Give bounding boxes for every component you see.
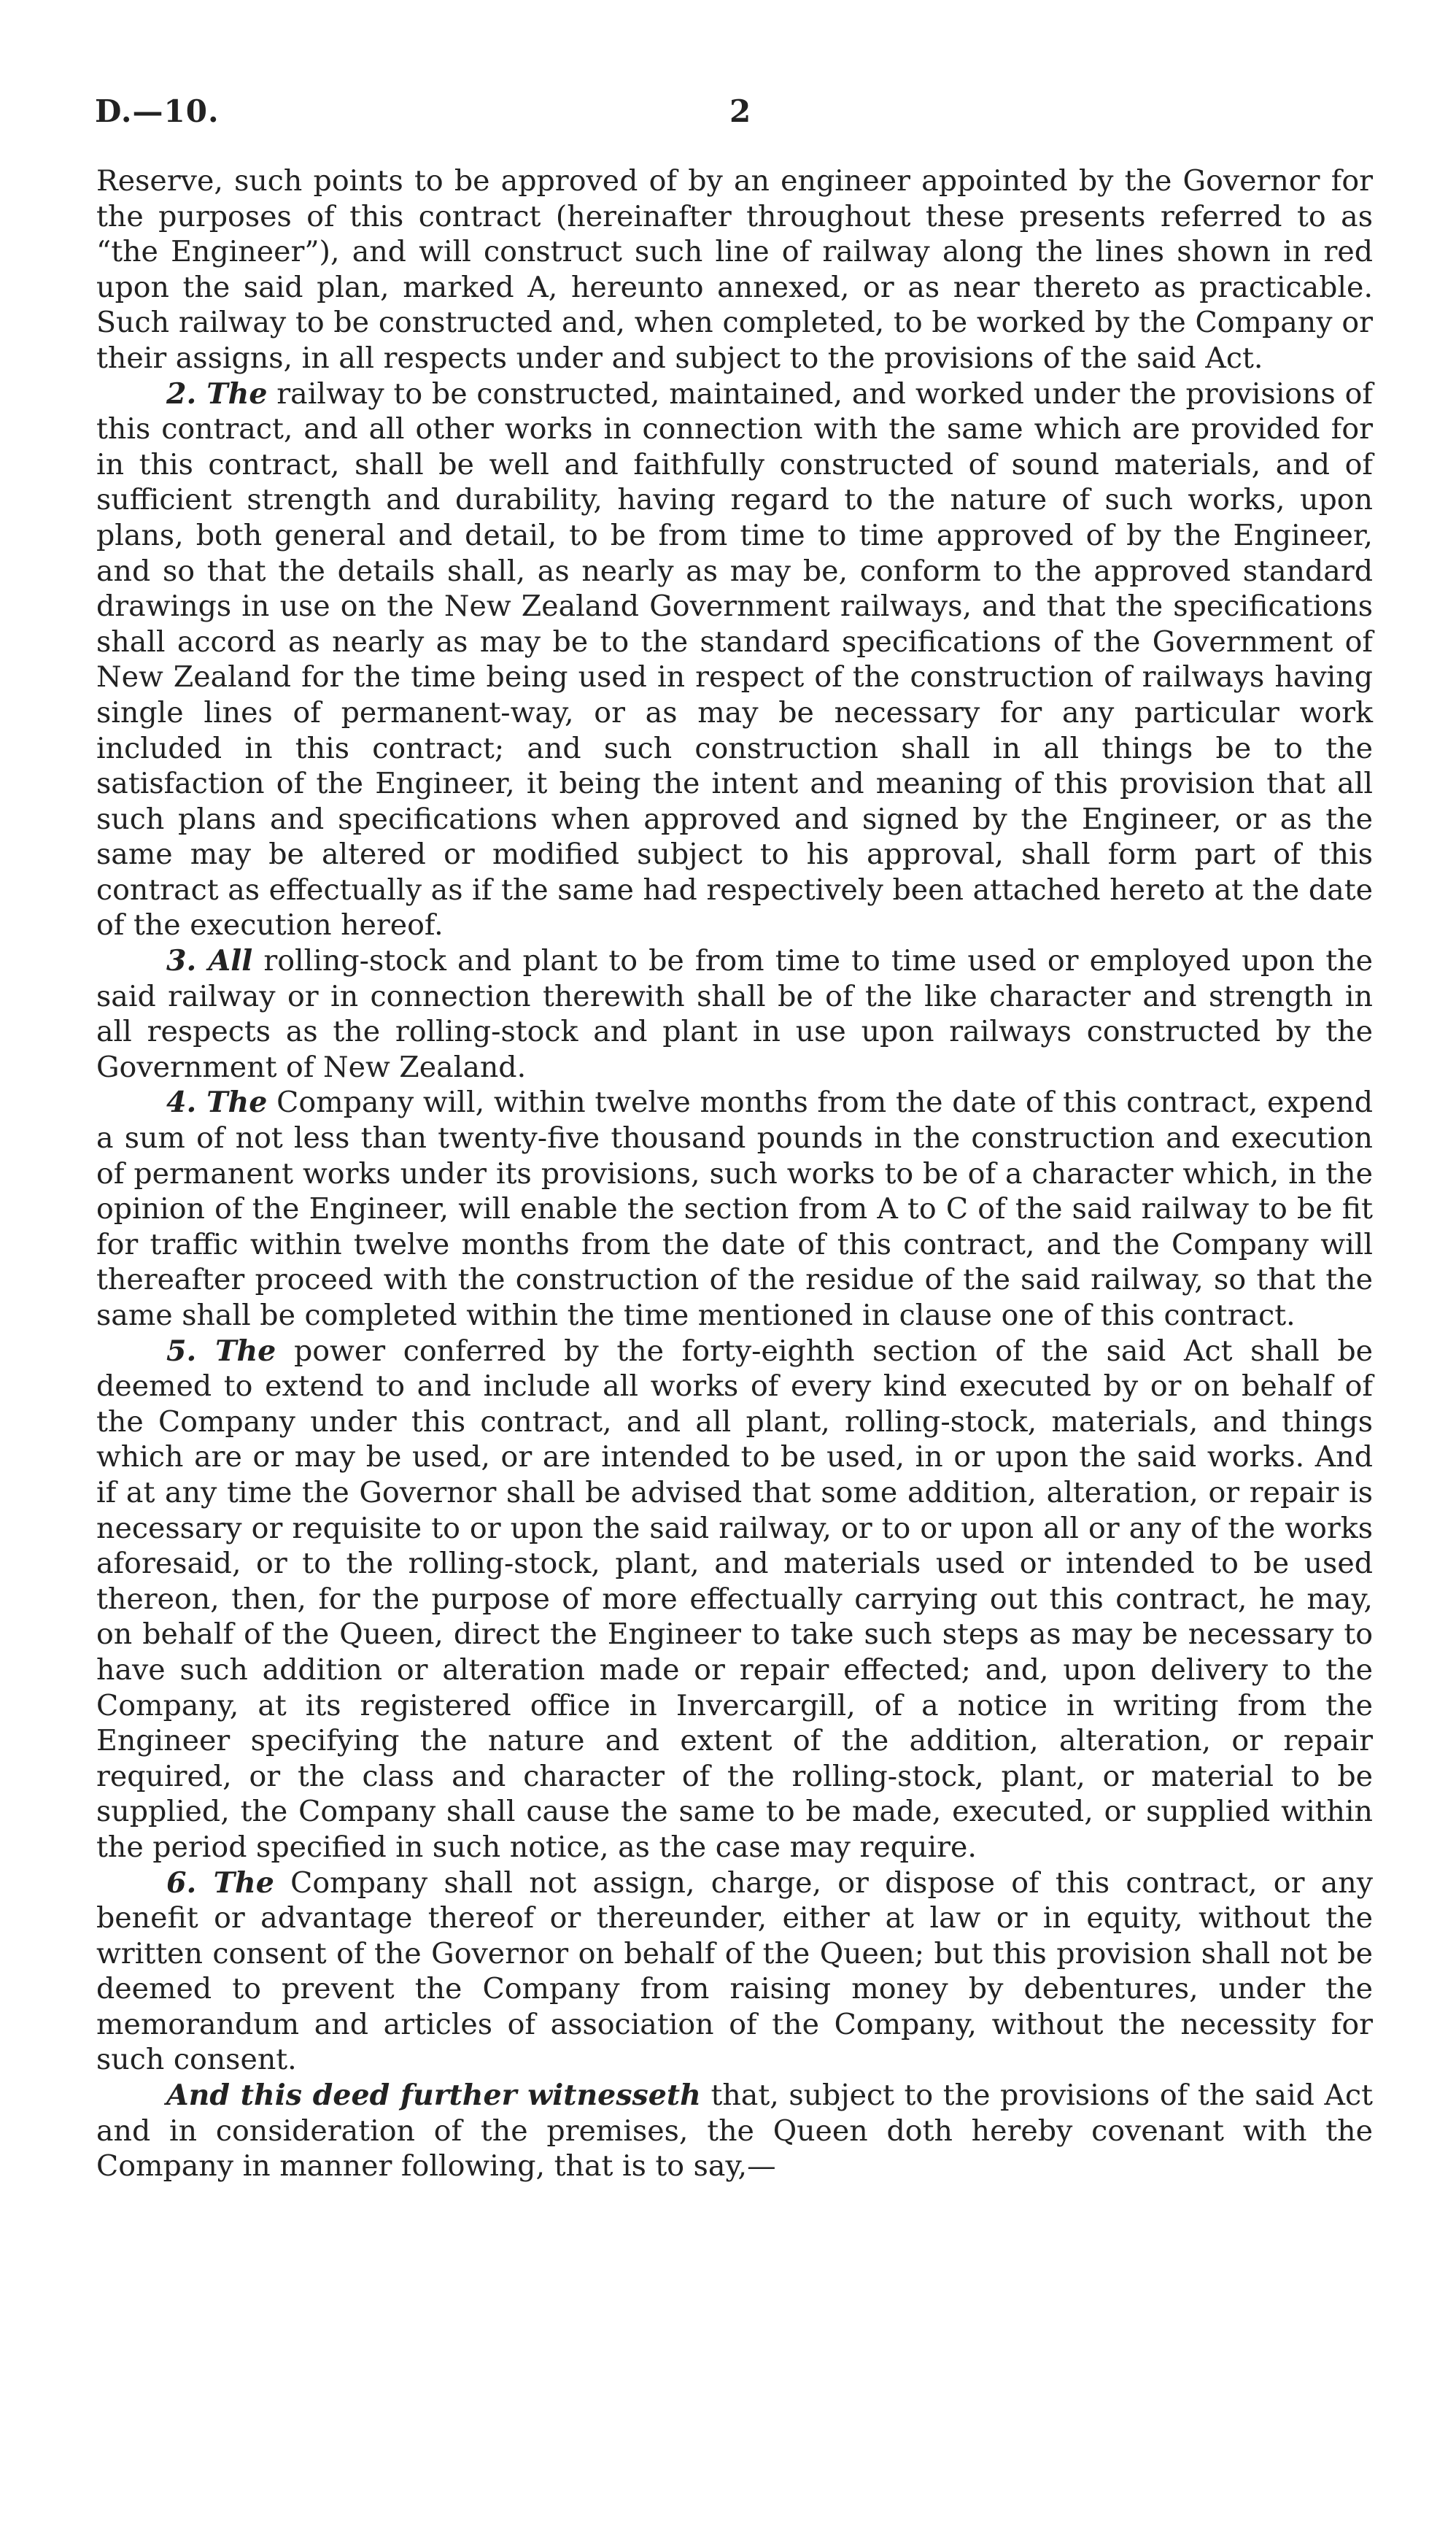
clause-lead: 4. The <box>166 1086 268 1120</box>
witnesseth-paragraph <box>96 2078 1373 2184</box>
witnesseth-lead: And this deed further witnesseth <box>166 2078 701 2113</box>
clause-text: Company will, within twelve months from the date of this contract, expend a sum of not less than twenty-five thousand pounds in the construction and execution of permanent works under its provisions, such works to be of a character which, in the opinion of the Engineer, will enable the section from A to C of the said railway to be fit for traffic within twelve months from the date of this contract, and the Company will thereafter proceed with the construction of the residue of the said railway, so that the same shall be completed within the time mentioned in clause one of this contract. <box>96 1086 1374 1332</box>
clause-lead: 2. The <box>166 376 268 411</box>
page-header <box>95 93 1371 137</box>
clause-3 <box>96 943 1373 1085</box>
paragraph-reserve-continuation <box>96 163 1373 376</box>
witnesseth-text: that, subject to the provisions of the said Act and in consideration of the premises, the Queen doth hereby covenant with the Company in manner following, that is to say,— <box>96 2078 1373 2184</box>
clause-4 <box>96 1085 1373 1333</box>
clause-6 <box>96 1865 1373 2078</box>
paragraph-text: Reserve, such points to be approved of by an engineer appointed by the Governor for the purposes of this contract (hereinafter throughout these presents referred to as “the Engineer”), and will construct such line of railway along the lines shown in red upon the said plan, marked A, hereunto annexed, or as near thereto as practicable. Such railway to be constructed and, when completed, to be worked by the Company or their assigns, in all respects under and subject to the provisions of the said Act. <box>96 164 1373 375</box>
clause-2 <box>96 376 1373 944</box>
document-reference: D.—10. <box>95 93 220 129</box>
clause-text: rolling-stock and plant to be from time to time used or employed upon the said railway or in connection therewith shall be of the like character and strength in all respects as the rolling-stock and plant in use upon railways constructed by the Government of New Zealand. <box>96 944 1373 1084</box>
contract-body <box>96 163 1373 2184</box>
clause-lead: 3. All <box>166 944 253 978</box>
clause-text: power conferred by the forty-eighth section of the said Act shall be deemed to extend to and include all works of every kind executed by or on behalf of the Company under this contract, and all plant, rolling-stock, materials, and things which are or may be used, or are intended to be used, in or upon the said works. And if at any time the Governor shall be advised that some addition, alteration, or repair is necessary or requisite to or upon the said railway, or to or upon all or any of the works aforesaid, or to the rolling-stock, plant, and materials used or intended to be used thereon, then, for the purpose of more effectually carrying out this contract, he may, on behalf of the Queen, direct the Engineer to take such steps as may be necessary to have such addition or alteration made or repair effected; and, upon delivery to the Company, at its registered office in Invercargill, of a notice in writing from the Engineer specifying the nature and extent of the addition, alteration, or repair required, or the class and character of the rolling-stock, plant, or material to be supplied, the Company shall cause the same to be made, executed, or supplied within the period specified in such notice, as the case may require. <box>96 1334 1374 1864</box>
clause-text: Company shall not assign, charge, or dispose of this contract, or any benefit or advantage thereof or thereunder, either at law or in equity, without the written consent of the Governor on behalf of the Queen; but this provision shall not be deemed to prevent the Company from raising money by debentures, under the memorandum and articles of association of the Company, without the necessity for such consent. <box>96 1865 1374 2077</box>
clause-lead: 5. The <box>166 1334 276 1368</box>
clause-text: railway to be constructed, maintained, and worked under the provisions of this contract, and all other works in connection with the same which are provided for in this contract, shall be well and faithfully constructed of sound materials, and of sufficient strength and durability, having regard to the nature of such works, upon plans, both general and detail, to be from time to time approved of by the Engineer, and so that the details shall, as nearly as may be, conform to the approved standard drawings in use on the New Zealand Government railways, and that the specifications shall accord as nearly as may be to the standard specifications of the Government of New Zealand for the time being used in respect of the construction of railways having single lines of permanent-way, or as may be necessary for any particular work included in this contract; and such construction shall in all things be to the satisfaction of the Engineer, it being the intent and meaning of this provision that all such plans and specifications when approved and signed by the Engineer, or as the same may be altered or modified subject to his approval, shall form part of this contract as effectually as if the same had respectively been attached hereto at the date of the execution hereof. <box>96 376 1373 943</box>
page-number: 2 <box>729 93 751 129</box>
clause-lead: 6. The <box>166 1865 274 1900</box>
clause-5 <box>96 1334 1373 1865</box>
